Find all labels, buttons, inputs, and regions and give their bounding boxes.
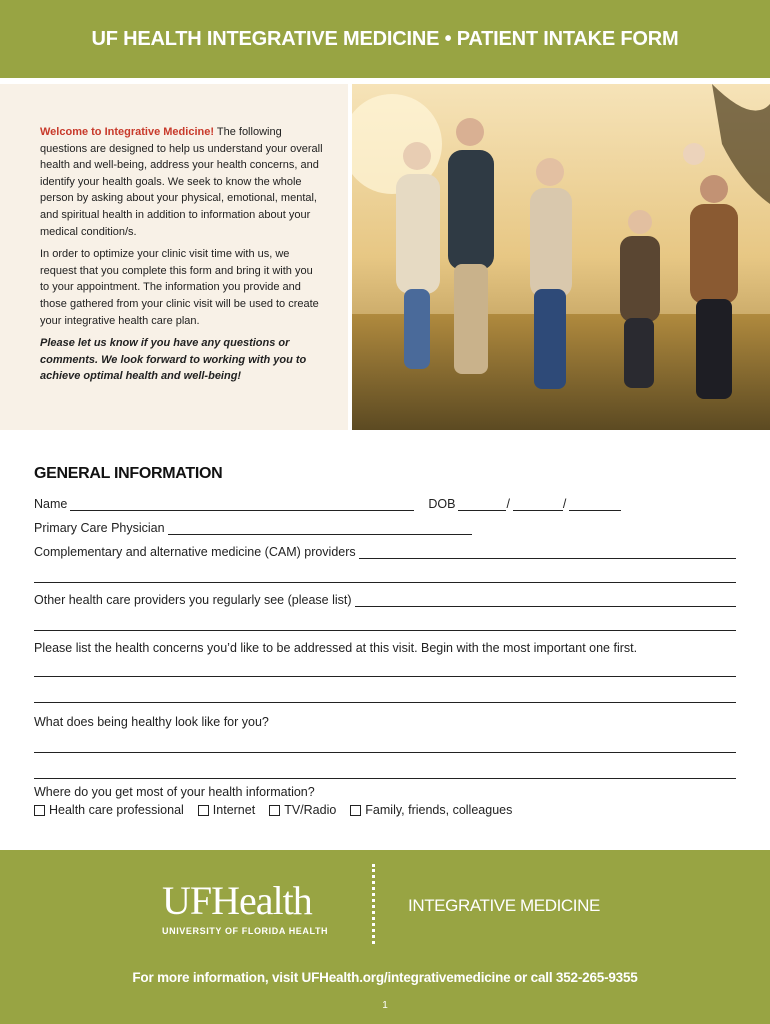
other-providers-label: Other health care providers you regularly see (please list)	[34, 593, 352, 607]
uf-health-logo	[162, 880, 342, 950]
pcp-row	[34, 511, 736, 535]
dob-separator-2: /	[562, 497, 567, 511]
intro-closing: Please let us know if you have any questions or comments. We look forward to working with you to achieve optimal health and well-being!	[40, 337, 307, 383]
pcp-field[interactable]	[168, 521, 472, 535]
option-tv-radio[interactable]	[269, 803, 336, 817]
page-header	[0, 0, 770, 78]
page-footer	[0, 850, 770, 1024]
intro-paragraph-1-text: The following questions are designed to help us understand your overall health and well-being, address your health concerns, and identify your health goals. We seek to know the whole person by asking about your physical, emotional, mental, and spiritual health in addition to information about your medical condition/s.	[40, 126, 323, 238]
option-internet[interactable]	[198, 803, 255, 817]
dob-month-field[interactable]	[458, 497, 506, 511]
checkbox[interactable]	[198, 805, 209, 816]
info-source-options	[34, 803, 736, 817]
intro-panel	[0, 84, 348, 430]
family-photo	[352, 84, 770, 430]
cam-label: Complementary and alternative medicine (CAM) providers	[34, 545, 356, 559]
contact-info: For more information, visit UFHealth.org/integrativemedicine or call 352-265-9355	[132, 970, 638, 985]
option-label: TV/Radio	[284, 803, 337, 817]
name-dob-row	[34, 493, 736, 511]
healthy-line-2[interactable]	[34, 753, 736, 779]
dob-separator-1: /	[506, 497, 510, 511]
cam-row	[34, 535, 736, 559]
healthy-label: What does being healthy look like for you?	[34, 715, 269, 729]
dob-label: DOB	[428, 497, 456, 511]
pcp-label: Primary Care Physician	[34, 521, 165, 535]
concerns-label: Please list the health concerns you’d like to be addressed at this visit. Begin with the most important one first.	[34, 641, 638, 655]
option-label: Internet	[212, 803, 256, 817]
logo-wordmark: UFHealth	[162, 878, 312, 923]
logo-subtitle: UNIVERSITY OF FLORIDA HEALTH	[162, 926, 329, 936]
section-title: GENERAL INFORMATION	[34, 465, 223, 482]
cam-field[interactable]	[359, 545, 736, 559]
cam-field-line-2[interactable]	[34, 559, 736, 583]
checkbox[interactable]	[269, 805, 280, 816]
dob-year-field[interactable]	[569, 497, 621, 511]
name-label: Name	[34, 497, 68, 511]
concerns-line-2[interactable]	[34, 677, 736, 703]
other-providers-row	[34, 583, 736, 607]
welcome-heading: Welcome to Integrative Medicine!	[40, 126, 215, 138]
intro-paragraph-1	[40, 124, 324, 240]
checkbox[interactable]	[34, 805, 45, 816]
general-information-section	[34, 465, 736, 817]
option-health-care-professional[interactable]	[34, 803, 184, 817]
other-providers-line-2[interactable]	[34, 607, 736, 631]
name-field[interactable]	[70, 497, 414, 511]
form-title: UF HEALTH INTEGRATIVE MEDICINE • PATIENT INTAKE FORM	[91, 27, 679, 50]
other-providers-field[interactable]	[355, 593, 736, 607]
page-number: 1	[382, 1000, 388, 1011]
option-family-friends[interactable]	[350, 803, 512, 817]
healthy-line-1[interactable]	[34, 731, 736, 753]
department-name: INTEGRATIVE MEDICINE	[408, 896, 600, 915]
option-label: Family, friends, colleagues	[365, 803, 513, 817]
checkbox[interactable]	[350, 805, 361, 816]
option-label: Health care professional	[49, 803, 184, 817]
dob-day-field[interactable]	[513, 497, 563, 511]
intro-paragraph-2: In order to optimize your clinic visit time with us, we request that you complete this form and bring it with you to your appointment. The information you provide and those gathered from your clinic visit will be used to create your integrative health care plan.	[40, 248, 319, 327]
concerns-line-1[interactable]	[34, 657, 736, 677]
dotted-divider	[372, 864, 376, 944]
info-source-label: Where do you get most of your health information?	[34, 785, 315, 799]
